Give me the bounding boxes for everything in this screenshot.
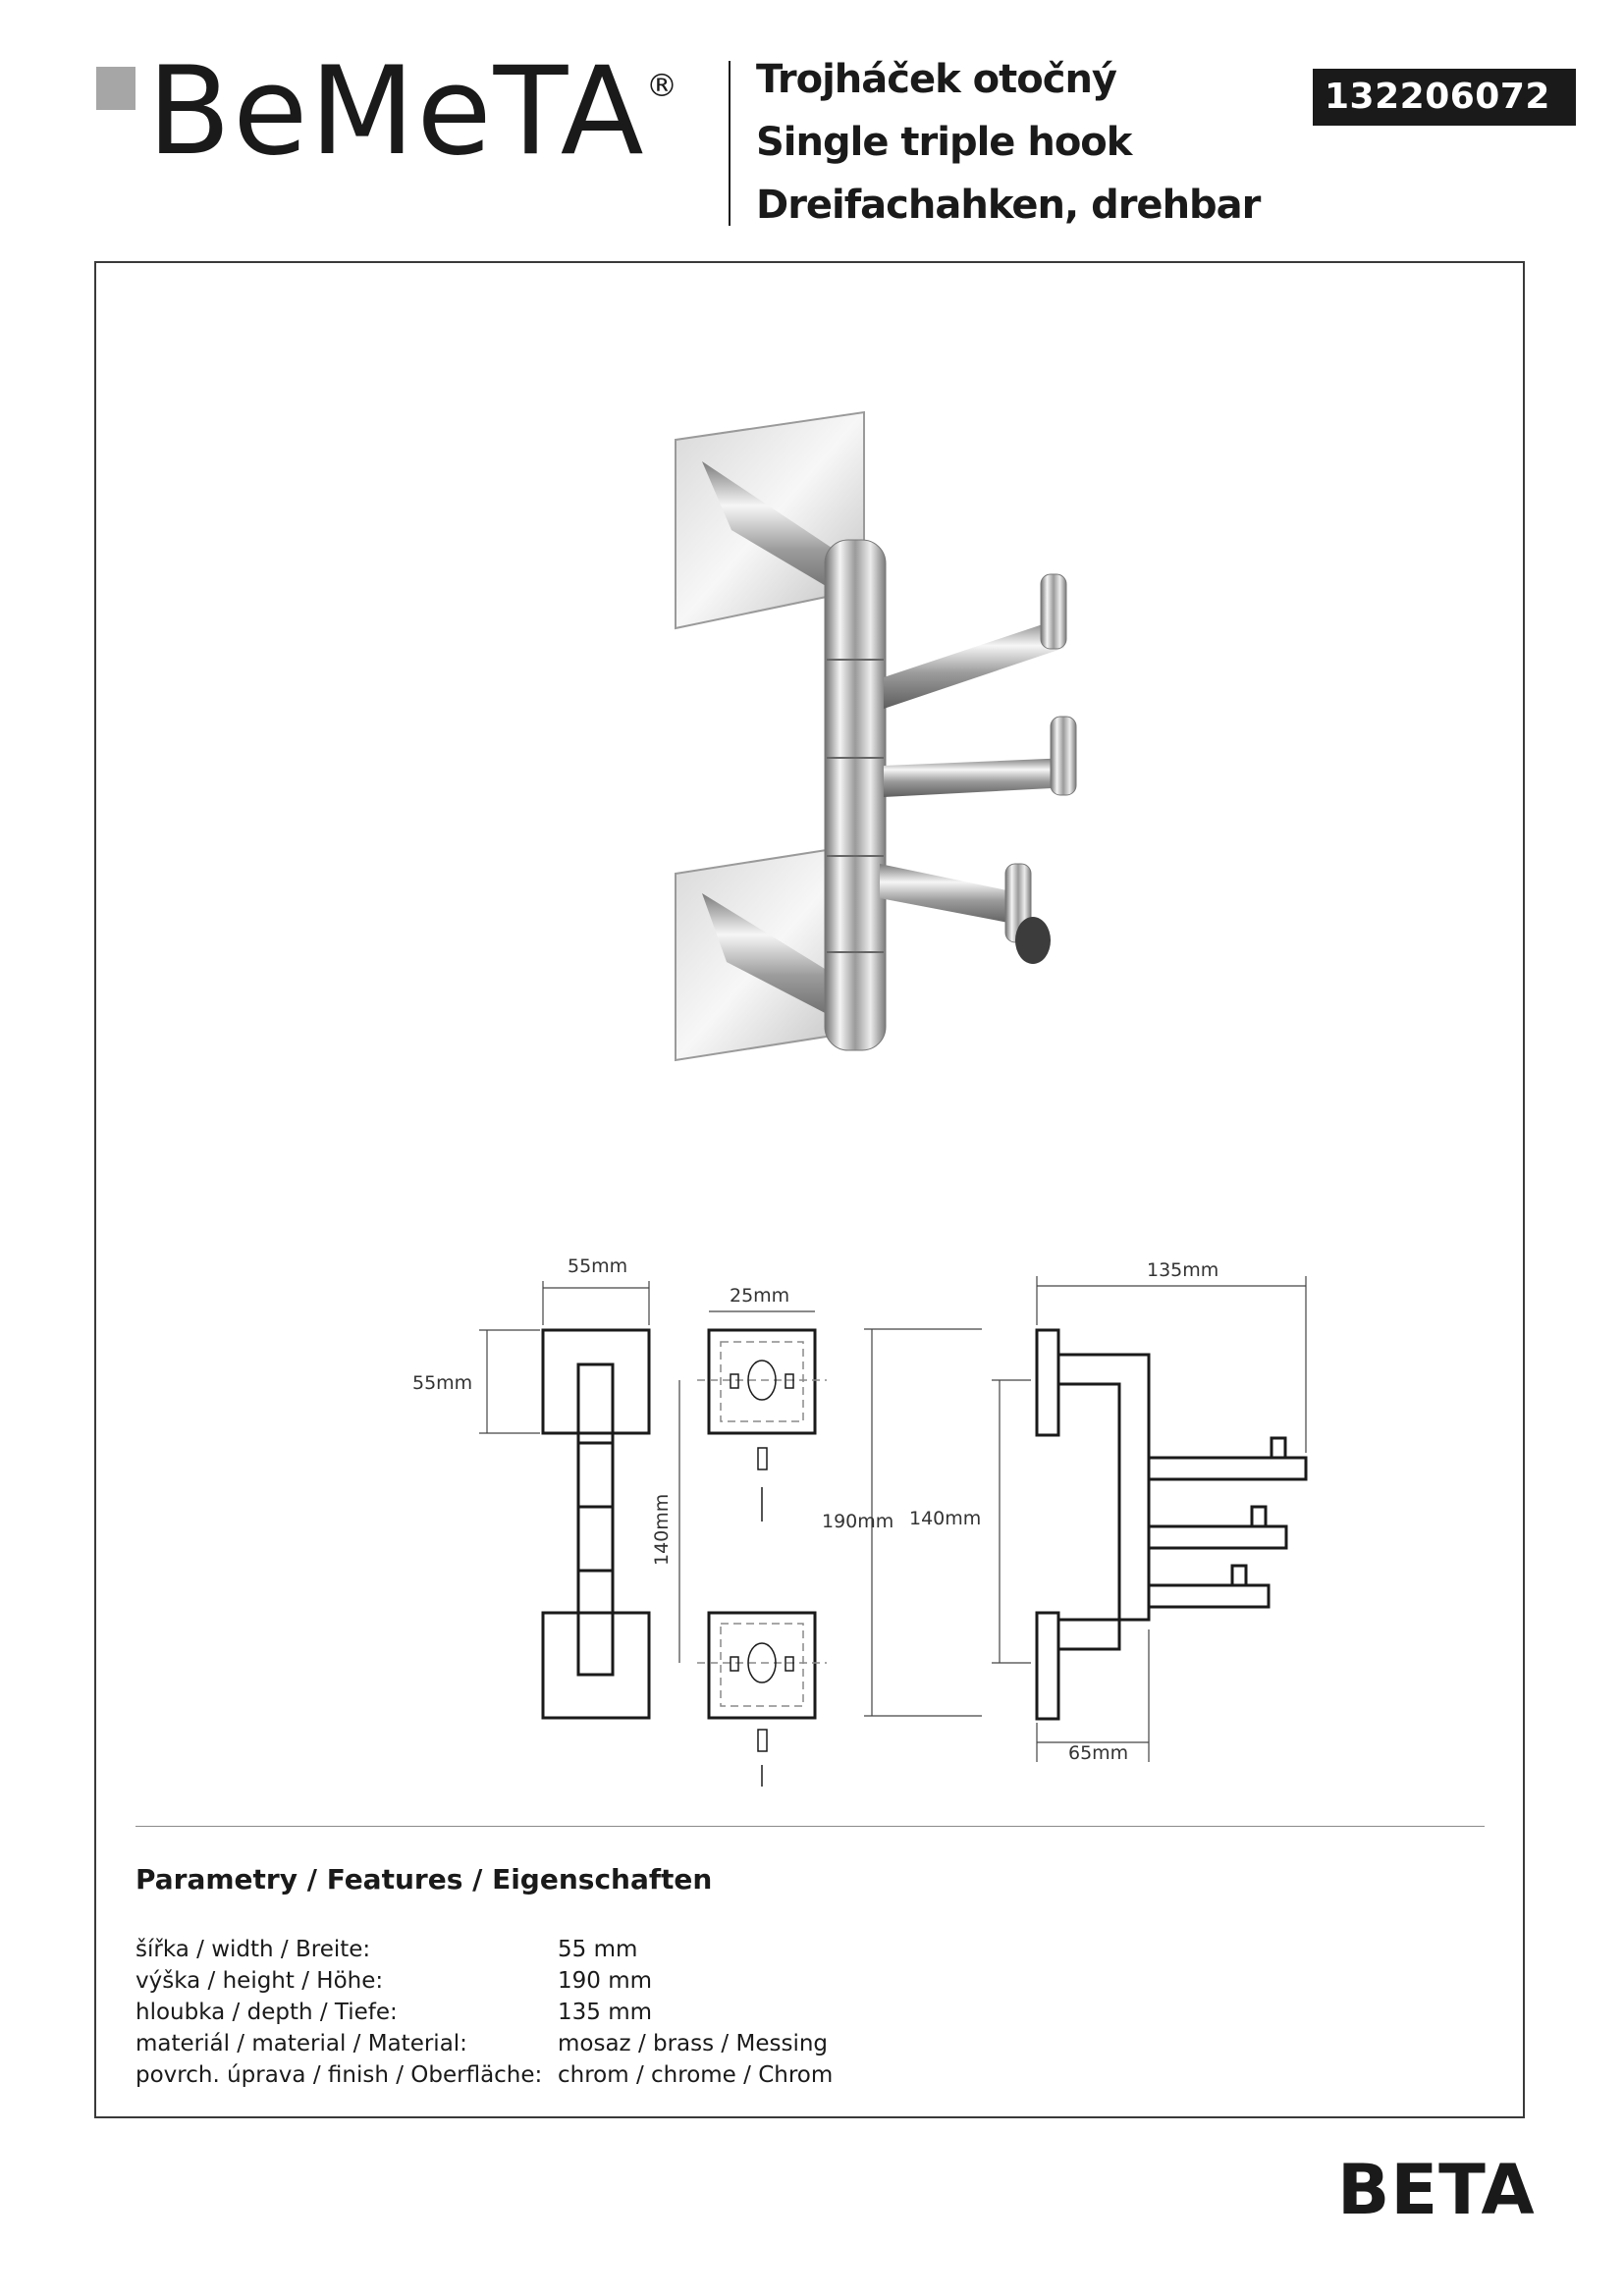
dim-plate-width: 25mm	[730, 1285, 790, 1307]
front-bottom-plate	[543, 1613, 649, 1718]
spec-label: hloubka / depth / Tiefe:	[135, 2000, 398, 2025]
side-bottom-plate	[1037, 1613, 1058, 1719]
spec-row-height	[135, 1965, 1019, 1997]
dim-front-height: 55mm	[412, 1372, 473, 1394]
side-hook-3	[1149, 1585, 1269, 1607]
technical-drawing	[393, 1227, 1335, 1787]
side-hook-1	[1149, 1458, 1306, 1479]
series-name: BETA	[1337, 2150, 1536, 2230]
title-divider	[729, 61, 731, 226]
side-hook-2	[1149, 1526, 1286, 1548]
front-bar	[578, 1364, 613, 1675]
title-de: Dreifachahken, drehbar	[756, 183, 1261, 228]
logo-square	[96, 67, 135, 110]
dim-plate-spacing: 140mm	[651, 1493, 673, 1566]
brand-logo	[147, 43, 677, 171]
spec-row-material	[135, 2028, 1019, 2059]
spec-label: šířka / width / Breite:	[135, 1937, 371, 1962]
side-top-plate	[1037, 1330, 1058, 1435]
spec-label: materiál / material / Material:	[135, 2031, 467, 2056]
dim-side-spacing: 140mm	[909, 1508, 982, 1529]
spec-row-depth	[135, 1997, 1019, 2028]
dim-overall-height: 190mm	[822, 1511, 894, 1532]
registered-mark: ®	[646, 67, 677, 104]
brand-wordmark: BeMeTA	[147, 43, 646, 171]
front-top-plate	[543, 1330, 649, 1433]
spec-row-width	[135, 1934, 1019, 1965]
plate-bottom	[709, 1613, 815, 1718]
spec-row-finish	[135, 2059, 1019, 2091]
dim-depth: 135mm	[1147, 1259, 1219, 1281]
product-code: 132206072	[1313, 69, 1576, 126]
dim-wall-depth: 65mm	[1068, 1742, 1129, 1764]
spec-value: 190 mm	[558, 1968, 653, 1994]
features-title: Parametry / Features / Eigenschaften	[135, 1863, 713, 1896]
title-cz: Trojháček otočný	[756, 57, 1116, 102]
hook-1	[884, 618, 1064, 709]
spec-value: 135 mm	[558, 2000, 653, 2025]
plate-top	[709, 1330, 815, 1433]
dim-front-width: 55mm	[568, 1255, 628, 1277]
spec-value: 55 mm	[558, 1937, 638, 1962]
spec-value: mosaz / brass / Messing	[558, 2031, 829, 2056]
screw-top	[758, 1448, 767, 1469]
section-separator	[135, 1826, 1485, 1827]
hook-3	[880, 864, 1021, 925]
vertical-bar	[825, 540, 886, 1050]
hook-2	[884, 758, 1070, 797]
spec-label: povrch. úprava / finish / Oberfläche:	[135, 2062, 543, 2088]
product-photo	[648, 402, 1119, 1070]
spec-label: výška / height / Höhe:	[135, 1968, 384, 1994]
screw-bottom	[758, 1730, 767, 1751]
spec-value: chrom / chrome / Chrom	[558, 2062, 834, 2088]
title-en: Single triple hook	[756, 120, 1132, 165]
